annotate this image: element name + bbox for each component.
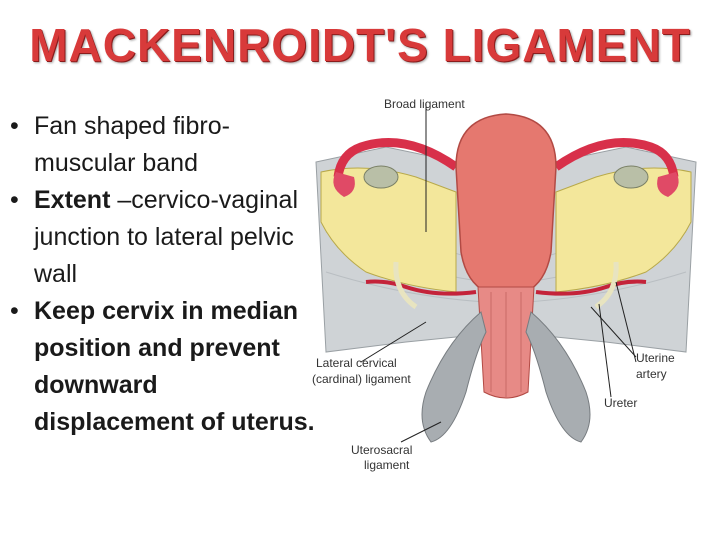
bullet-text: Fan shaped fibro-muscular band	[34, 112, 230, 177]
bullet-list	[6, 108, 318, 441]
label-uterosacral: Uterosacral	[351, 443, 413, 457]
uterus	[456, 114, 556, 292]
label-broad-ligament: Broad ligament	[384, 97, 465, 111]
bullet-bold-text: Extent	[34, 186, 111, 214]
label-lateral-cervical: (cardinal) ligament	[312, 372, 411, 386]
anatomy-illustration	[306, 92, 706, 472]
bullet-text: –cervico-vaginal junction to lateral pelvic wall	[34, 186, 298, 288]
slide-title: MACKENROIDT'S LIGAMENT	[29, 19, 691, 71]
label-uterine-artery: Uterine	[636, 351, 675, 365]
bullet-item	[6, 182, 318, 293]
bullet-item	[6, 108, 318, 182]
ovary	[614, 166, 648, 188]
bullet-item	[6, 293, 318, 441]
bullet-bold-text: Keep cervix in median position and prevent downward displacement of uterus.	[34, 297, 315, 436]
bullet-dot-icon: •	[10, 186, 19, 214]
ovary	[364, 166, 398, 188]
bullet-dot-icon: •	[10, 297, 19, 325]
label-uterosacral: ligament	[364, 458, 410, 472]
label-lateral-cervical: Lateral cervical	[316, 356, 397, 370]
label-uterine-artery: artery	[636, 367, 667, 381]
label-ureter: Ureter	[604, 396, 638, 410]
bullet-dot-icon: •	[10, 112, 19, 140]
